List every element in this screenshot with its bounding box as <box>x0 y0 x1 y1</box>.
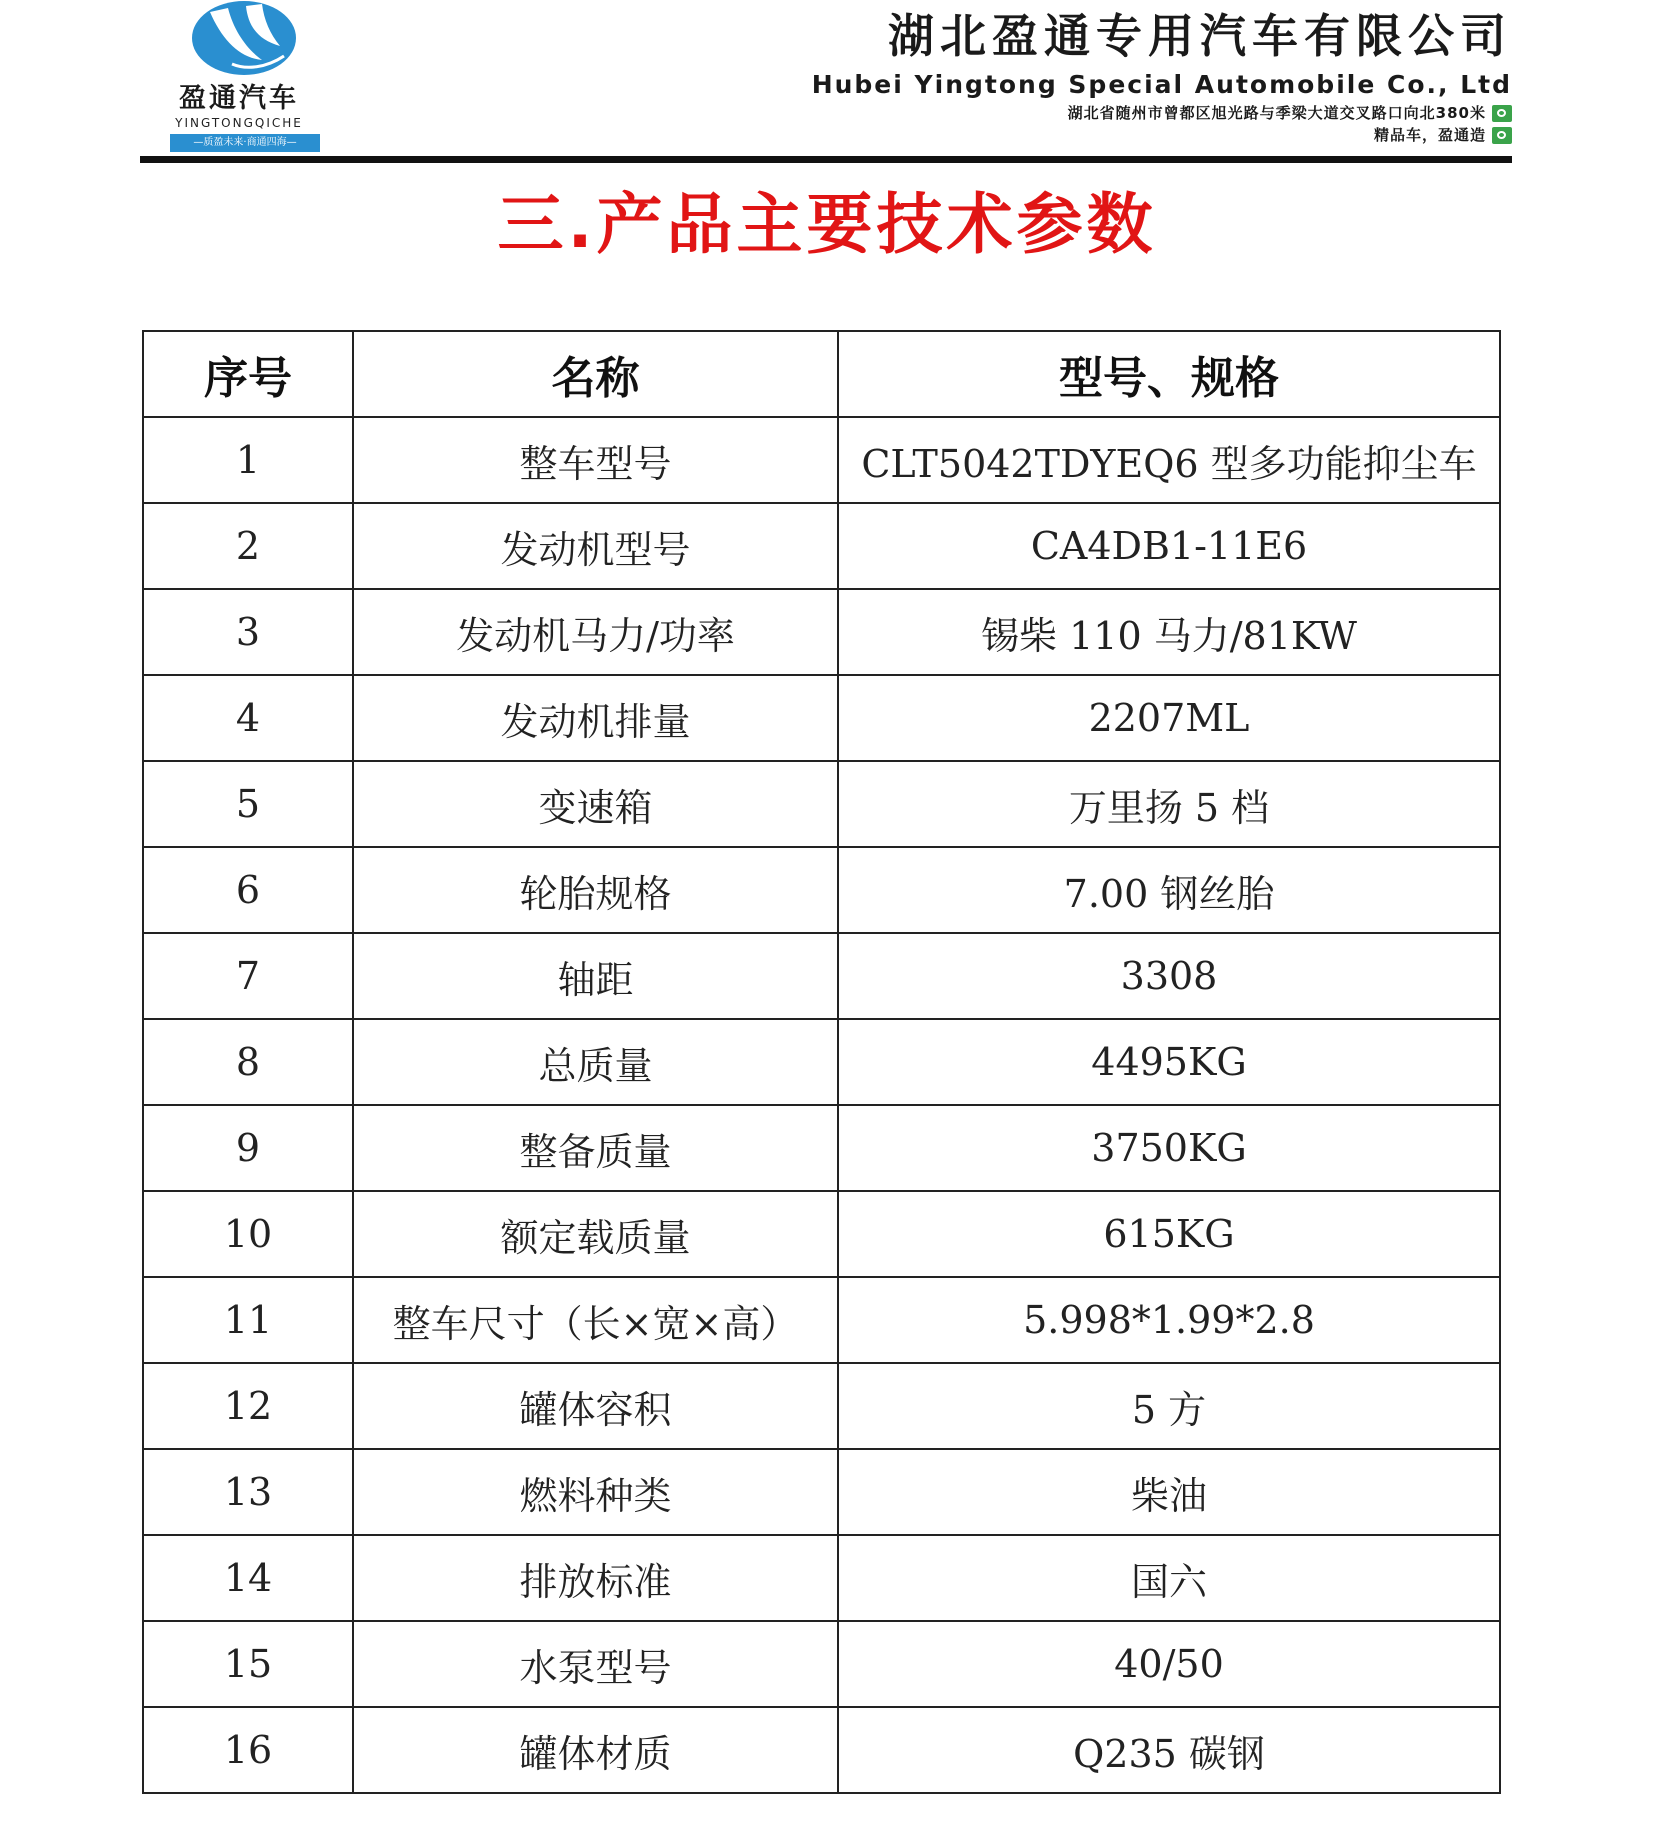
row-index: 3 <box>143 589 353 675</box>
row-name: 整备质量 <box>353 1105 838 1191</box>
row-spec: CA4DB1-11E6 <box>838 503 1500 589</box>
map-marker-icon <box>1492 105 1512 122</box>
table-row <box>143 1105 1500 1191</box>
table-row <box>143 1191 1500 1277</box>
table-row <box>143 1019 1500 1105</box>
row-index: 11 <box>143 1277 353 1363</box>
row-name: 整车型号 <box>353 417 838 503</box>
row-name: 额定载质量 <box>353 1191 838 1277</box>
logo-name-cn: 盈通汽车 <box>179 83 299 114</box>
table-row <box>143 503 1500 589</box>
row-name: 排放标准 <box>353 1535 838 1621</box>
header-divider <box>140 156 1512 163</box>
row-name: 轴距 <box>353 933 838 1019</box>
row-index: 7 <box>143 933 353 1019</box>
row-index: 5 <box>143 761 353 847</box>
table-row <box>143 1535 1500 1621</box>
row-spec: 615KG <box>838 1191 1500 1277</box>
wechat-icon <box>1492 127 1512 144</box>
table-row <box>143 933 1500 1019</box>
row-spec: 5 方 <box>838 1363 1500 1449</box>
company-address-line <box>612 102 1512 124</box>
table-row <box>143 761 1500 847</box>
table-row <box>143 589 1500 675</box>
letterhead <box>140 0 1512 165</box>
row-index: 10 <box>143 1191 353 1277</box>
row-spec: 3750KG <box>838 1105 1500 1191</box>
row-name: 变速箱 <box>353 761 838 847</box>
spec-table <box>142 330 1501 1794</box>
row-index: 15 <box>143 1621 353 1707</box>
row-index: 6 <box>143 847 353 933</box>
row-spec: 2207ML <box>838 675 1500 761</box>
header-name: 名称 <box>353 331 838 417</box>
logo-slogan: —质盈未来·商通四海— <box>170 134 320 152</box>
row-name: 水泵型号 <box>353 1621 838 1707</box>
row-index: 13 <box>143 1449 353 1535</box>
company-name-en: Hubei Yingtong Special Automobile Co., Ltd <box>811 70 1512 99</box>
table-row <box>143 847 1500 933</box>
row-spec: 5.998*1.99*2.8 <box>838 1277 1500 1363</box>
row-name: 总质量 <box>353 1019 838 1105</box>
row-index: 14 <box>143 1535 353 1621</box>
row-spec: 3308 <box>838 933 1500 1019</box>
page-title: 三.产品主要技术参数 <box>497 186 1157 263</box>
company-info <box>612 4 1512 146</box>
yingtong-logo-icon <box>188 0 300 78</box>
row-spec: 柴油 <box>838 1449 1500 1535</box>
row-name: 轮胎规格 <box>353 847 838 933</box>
row-name: 罐体容积 <box>353 1363 838 1449</box>
row-spec: 万里扬 5 档 <box>838 761 1500 847</box>
row-name: 罐体材质 <box>353 1707 838 1793</box>
table-header-row <box>143 331 1500 417</box>
header-spec: 型号、规格 <box>838 331 1500 417</box>
row-index: 1 <box>143 417 353 503</box>
row-index: 2 <box>143 503 353 589</box>
row-index: 4 <box>143 675 353 761</box>
table-row <box>143 1449 1500 1535</box>
table-row <box>143 1277 1500 1363</box>
row-spec: 7.00 钢丝胎 <box>838 847 1500 933</box>
row-index: 8 <box>143 1019 353 1105</box>
row-spec: Q235 碳钢 <box>838 1707 1500 1793</box>
company-logo <box>154 0 324 155</box>
row-spec: 锡柴 110 马力/81KW <box>838 589 1500 675</box>
row-spec: CLT5042TDYEQ6 型多功能抑尘车 <box>838 417 1500 503</box>
company-tagline-line <box>612 124 1512 146</box>
table-row <box>143 1363 1500 1449</box>
company-tagline: 精品车，盈通造 <box>1373 126 1486 144</box>
row-name: 发动机排量 <box>353 675 838 761</box>
table-row <box>143 417 1500 503</box>
row-name: 燃料种类 <box>353 1449 838 1535</box>
row-index: 16 <box>143 1707 353 1793</box>
row-spec: 4495KG <box>838 1019 1500 1105</box>
row-name: 发动机马力/功率 <box>353 589 838 675</box>
row-spec: 40/50 <box>838 1621 1500 1707</box>
table-row <box>143 1707 1500 1793</box>
table-row <box>143 1621 1500 1707</box>
row-index: 12 <box>143 1363 353 1449</box>
row-name: 发动机型号 <box>353 503 838 589</box>
table-row <box>143 675 1500 761</box>
row-index: 9 <box>143 1105 353 1191</box>
logo-name-pinyin: YINGTONGQICHE <box>175 116 303 130</box>
row-name: 整车尺寸（长×宽×高） <box>353 1277 838 1363</box>
header-index: 序号 <box>143 331 353 417</box>
row-spec: 国六 <box>838 1535 1500 1621</box>
company-name-cn: 湖北盈通专用汽车有限公司 <box>888 9 1512 63</box>
company-address: 湖北省随州市曾都区旭光路与季梁大道交叉路口向北380米 <box>1067 104 1486 122</box>
